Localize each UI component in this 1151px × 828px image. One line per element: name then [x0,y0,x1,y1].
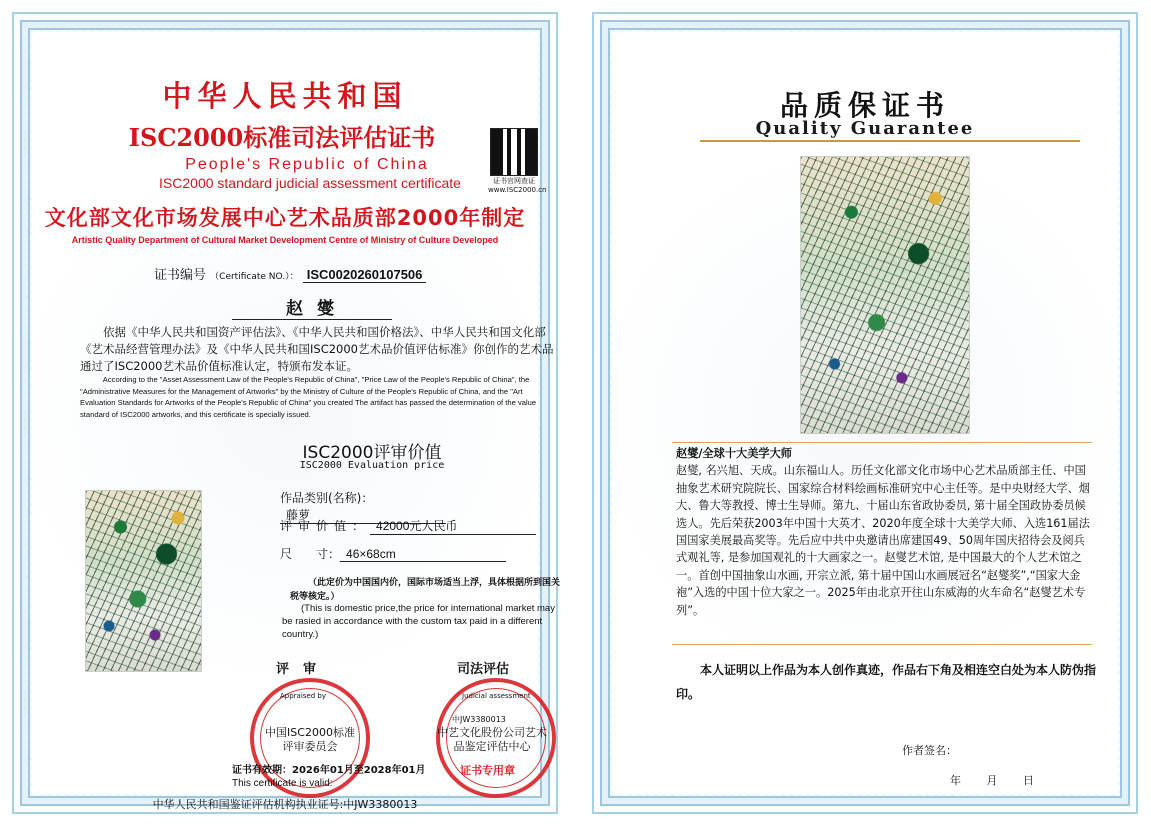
seal1-text: 中国ISC2000标准评审委员会 [265,726,355,753]
certificate-title-en: People's Republic of China [185,156,429,173]
bio-divider-bottom [672,644,1092,645]
field-price-value: 42000元人民币 [370,517,536,535]
guarantee-title-cn: 品质保证书 [779,89,950,122]
cert-no-label: 证书编号 [154,268,207,283]
department-cn: 文化部文化市场发展中心艺术品质部2000年制定 [44,206,526,230]
quality-guarantee-certificate [592,12,1138,814]
certificate-title-cn: 中华人民共和国 [162,79,408,113]
date-day: 日 [1023,774,1035,787]
certificate-subtitle-en: ISC2000 standard judicial assessment certificate [159,175,461,191]
field-size-label: 尺 寸： [280,547,341,561]
validity-en: This certificate is valid: [232,778,333,789]
judicial-label: 司法评估 [457,662,510,677]
body-text-en: According to the "Asset Assessment Law of the People's Republic of China", "Price Law of the People's Republic of China", the "Administrative Measures for the Management of Artworks" by the Ministry of Culture of the People's Republic of China, and the "Art Evaluation Standards for Artworks of the People's Republic of China" you created The artifact has passed the determination of the value standard of ISC2000 artworks, and this certificate is specially issued. [80,375,537,419]
field-size [280,545,506,562]
field-category-label: 作品类别(名称)： [280,491,374,505]
date-line [950,772,1055,788]
cert-no-value: ISC0020260107506 [303,267,427,283]
license-footer: 中华人民共和国鉴证评估机构执业证号:中JW3380013 [152,798,418,811]
review-label: 评审 [276,662,331,677]
price-note-cn: （此定价为中国国内价，国际市场适当上浮，具体根据所到国关税等核定。） [290,578,561,602]
cert-no-label-en: （Certificate NO.）： [210,272,299,282]
field-size-value: 46×68cm [340,547,506,562]
date-year: 年 [950,774,962,787]
certificate-number [154,264,426,283]
evaluation-title-cn: ISC2000评审价值 [302,443,442,463]
bio-divider-top [672,442,1092,443]
title-divider [700,140,1080,142]
seal2-mark: 证书专用章 [460,764,515,777]
field-category-value: 藤萝 [280,506,446,524]
artist-name: 赵 燮 [232,294,392,320]
qr-caption-cn: 证书官网查证 [493,177,535,185]
field-price [280,517,536,535]
qr-caption [488,177,547,195]
certificate-title-isc: ISC2000标准司法评估证书 [128,123,436,152]
author-signature-label: 作者签名： [902,744,957,757]
seal2-jw-number: 中JW3380013 [452,715,506,724]
bio-heading: 赵燮/全球十大美学大师 [676,447,792,460]
date-month: 月 [986,774,999,787]
qr-code-icon [490,128,538,176]
evaluation-title-en: ISC2000 Evaluation price [299,460,445,471]
authenticity-declaration: 本人证明以上作品为本人创作真迹，作品右下角及相连空白处为本人防伪指印。 [676,663,1097,701]
judicial-assessment-certificate [12,12,561,814]
artwork-image-large [800,156,970,434]
seal2-text: 中艺文化股份公司艺术品鉴定评估中心 [437,726,547,753]
seal2-assess-text: Judicial assessment [462,692,531,700]
field-price-label: 评审价值： [280,519,371,533]
guarantee-title-en: Quality Guarantee [755,118,975,139]
seal1-approved-text: Appraised by [280,692,326,700]
artwork-image [85,490,202,672]
validity-cn: 证书有效期：2026年01月至2028年01月 [232,765,426,776]
body-text-cn: 依据《中华人民共和国资产评估法》、《中华人民共和国价格法》、中华人民共和国文化部《艺术品经营管理办法》及《中华人民共和国ISC2000艺术品价值评估标准》你创作的艺术品通过了ISC2000艺术品价值标准认定，特颁布发本证。 [80,325,554,373]
qr-caption-url: www.ISC2000.cn [488,186,547,194]
price-note-en: (This is domestic price,the price for international market may be rasied in accordance with the custom tax paid in a different country.) [282,603,555,640]
certificate-inner [32,32,561,811]
guarantee-inner [612,32,1118,794]
department-en: Artistic Quality Department of Cultural Market Development Centre of Ministry of Culture Developed [71,235,499,245]
bio-text: 赵燮, 名兴旭、天成。山东福山人。历任文化部文化市场中心艺术品质部主任、中国抽象艺术研究院院长、国家综合材料绘画标准研究中心主任等。是中央财经大学、烟大、鲁大等教授、博士生导师。第九、十届山东省政协委员, 第十届全国政协委员候选人。先后荣获2003年中国十大英才、2020年度全球十大美学大师、入选161届法国国家美展最高奖等。先后应中共中央邀请出席建国49、50周年国庆招待会及阅兵式观礼等, 是参加国观礼的十大画家之一。赵燮艺术馆, 是中国最大的个人艺术馆之一。首创中国抽象山水画, 开宗立派, 第十届中国山水画展冠名“赵燮奖”,“国家大金袍”入选的中国十位大家之一。2025年由北京开往山东威海的火车命名“赵燮艺术专列”。 [676,464,1090,617]
artist-bio [676,445,1096,619]
